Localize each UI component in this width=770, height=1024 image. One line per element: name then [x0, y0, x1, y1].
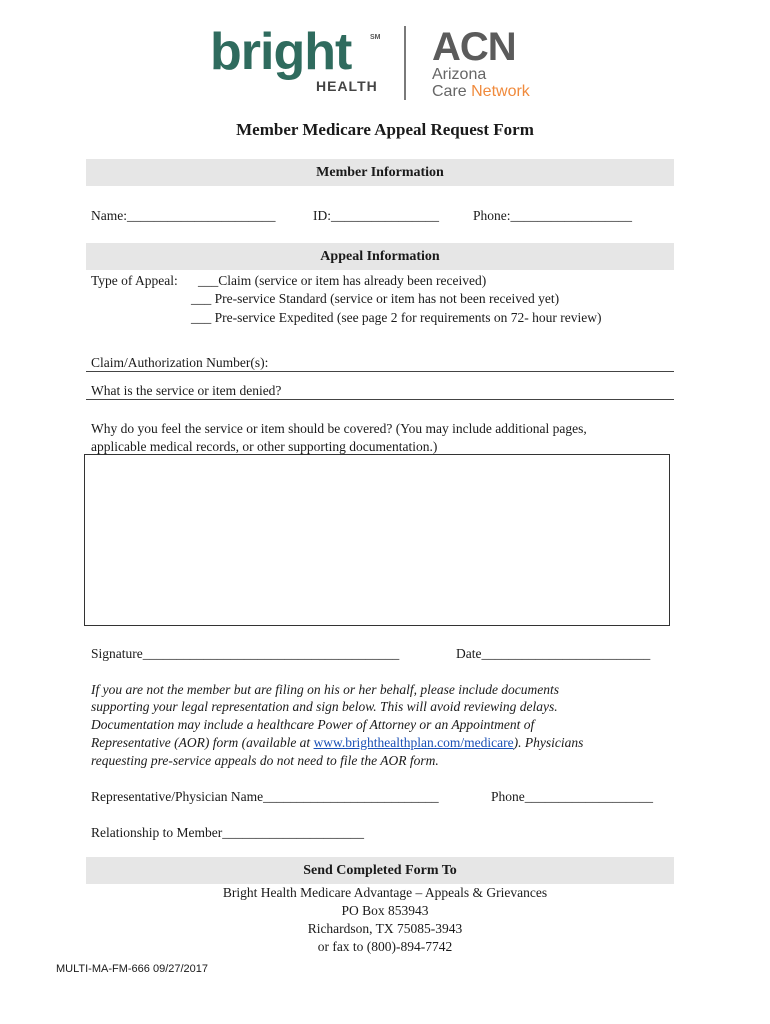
acn-logo-network: Network [471, 83, 530, 100]
send-completed-form-header: Send Completed Form To [86, 857, 674, 884]
acn-logo-word: ACN [432, 25, 516, 69]
send-address-line2: PO Box 853943 [341, 903, 429, 918]
appeal-option-preservice-standard[interactable]: ___ Pre-service Standard (service or item has not been received yet) [191, 291, 560, 306]
member-information-header: Member Information [86, 159, 674, 186]
member-name-field[interactable]: Name:______________________ [91, 208, 276, 223]
acn-logo [432, 25, 530, 100]
rep-note-line1: If you are not the member but are filing on his or her behalf, please include documents [91, 682, 560, 697]
claim-number-label: Claim/Authorization Number(s): [91, 355, 269, 370]
representative-phone-field[interactable]: Phone___________________ [491, 789, 653, 804]
acn-logo-line1: Arizona [432, 66, 487, 83]
date-field[interactable]: Date_________________________ [456, 646, 651, 661]
member-id-field[interactable]: ID:________________ [313, 208, 439, 223]
bright-logo-health: HEALTH [316, 78, 378, 94]
acn-logo-care: Care [432, 83, 472, 100]
send-address-line4: or fax to (800)-894-7742 [317, 939, 453, 954]
logo-divider [404, 26, 406, 100]
why-covered-line2: applicable medical records, or other supporting documentation.) [91, 439, 438, 454]
bright-logo-sm: SM [370, 34, 381, 41]
form-code: MULTI-MA-FM-666 09/27/2017 [56, 963, 209, 975]
send-address [0, 884, 770, 956]
member-phone-field[interactable]: Phone:__________________ [473, 208, 633, 223]
service-denied-label: What is the service or item denied? [91, 383, 282, 398]
form-title: Member Medicare Appeal Request Form [236, 120, 534, 139]
why-covered-line1: Why do you feel the service or item should be covered? (You may include additional pages, [91, 421, 587, 436]
type-of-appeal-label: Type of Appeal: [91, 273, 178, 288]
rep-note-line4-start: Representative (AOR) form (available at [91, 735, 314, 750]
rep-note-line4-end: ). Physicians [513, 735, 584, 750]
appeal-option-preservice-expedited[interactable]: ___ Pre-service Expedited (see page 2 for requirements on 72- hour review) [191, 310, 602, 325]
why-covered-textbox[interactable] [84, 454, 670, 626]
bright-logo-word: bright [210, 23, 352, 81]
rep-note-line3: Documentation may include a healthcare Power of Attorney or an Appointment of [91, 717, 535, 732]
rep-note-line2: supporting your legal representation and sign below. This will avoid reviewing delays. [91, 699, 558, 714]
brighthealthplan-link[interactable]: www.brighthealthplan.com/medicare [313, 735, 514, 750]
send-address-line1: Bright Health Medicare Advantage – Appeals & Grievances [222, 885, 548, 900]
appeal-option-claim[interactable]: ___Claim (service or item has already been received) [198, 273, 487, 288]
rep-note-line4 [91, 734, 583, 751]
service-denied-field[interactable] [86, 399, 674, 400]
representative-name-field[interactable]: Representative/Physician Name__________________________ [91, 789, 439, 804]
claim-number-field[interactable] [86, 371, 674, 372]
acn-logo-line2 [432, 83, 530, 100]
signature-field[interactable]: Signature______________________________________ [91, 646, 400, 661]
bright-health-logo [210, 23, 381, 94]
send-address-line3: Richardson, TX 75085-3943 [307, 921, 463, 936]
relationship-field[interactable]: Relationship to Member_____________________ [91, 825, 364, 840]
rep-note-line5: requesting pre-service appeals do not need to file the AOR form. [91, 753, 439, 768]
appeal-information-header: Appeal Information [86, 243, 674, 270]
